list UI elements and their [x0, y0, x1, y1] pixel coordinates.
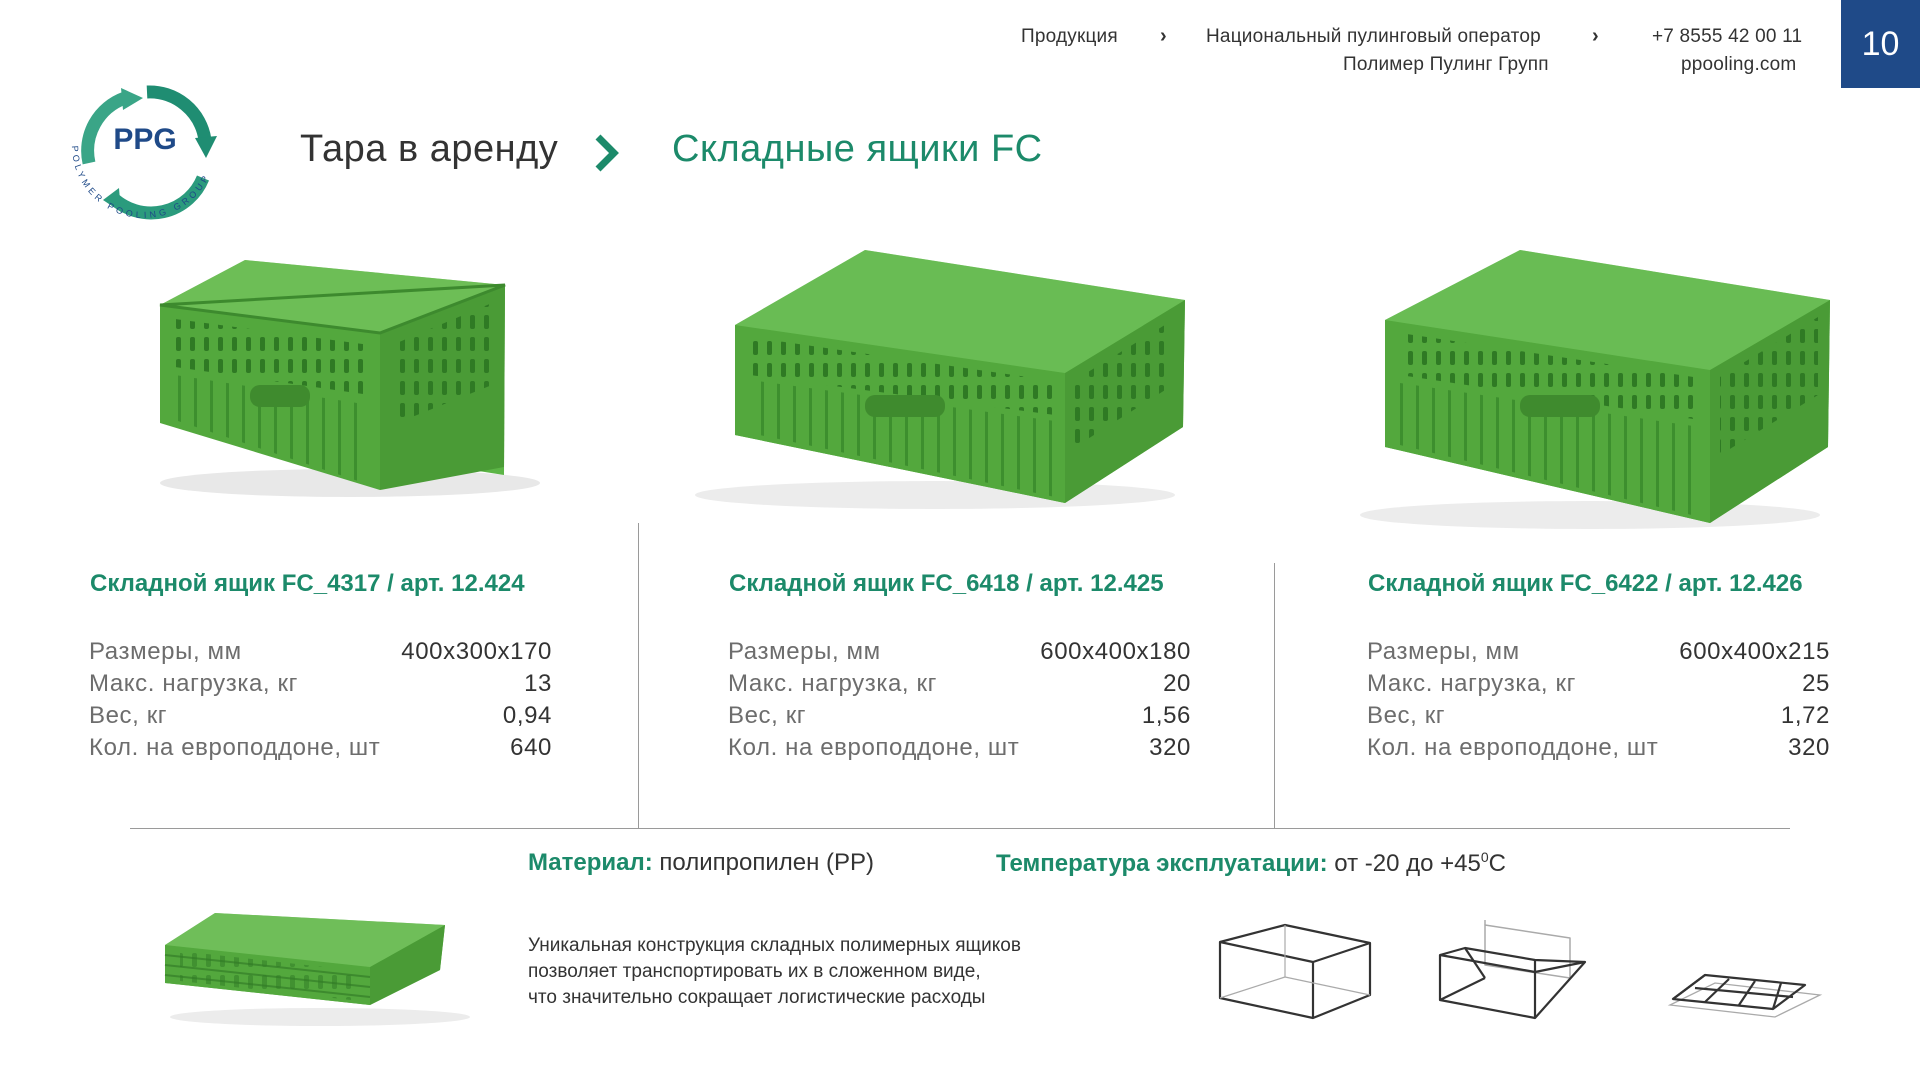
page-number: 10 — [1841, 0, 1920, 88]
spec-row — [89, 638, 552, 666]
spec-label: Размеры, мм — [89, 638, 242, 665]
chevron-right-icon: › — [1592, 25, 1599, 47]
spec-row — [728, 670, 1191, 698]
box-folded-diagram — [1665, 955, 1825, 1025]
spec-row — [1367, 670, 1830, 698]
spec-value: 400x300x170 — [401, 638, 552, 665]
crate-image-fc6422 — [1320, 215, 1840, 535]
spec-label: Вес, кг — [89, 702, 168, 729]
spec-row — [1367, 734, 1830, 762]
spec-label: Вес, кг — [728, 702, 807, 729]
nav-operator[interactable]: Национальный пулинговый оператор — [1206, 26, 1541, 47]
spec-value: 1,72 — [1780, 702, 1830, 729]
company-logo — [55, 68, 235, 238]
box-folding-diagram — [1435, 920, 1595, 1030]
logo-text: PPG — [113, 123, 177, 156]
temperature-value: от -20 до +45 — [1334, 850, 1481, 877]
material-value: полипропилен (PP) — [659, 849, 874, 876]
description-line: позволяет транспортировать их в сложенном виде, — [528, 961, 981, 982]
chevron-right-icon: › — [1160, 25, 1167, 47]
crate-image-fc6418 — [665, 205, 1195, 515]
spec-label: Макс. нагрузка, кг — [89, 670, 298, 697]
spec-label: Размеры, мм — [1367, 638, 1520, 665]
spec-value: 13 — [524, 670, 552, 697]
product-card-fc6418 — [728, 570, 1198, 770]
spec-value: 320 — [1788, 734, 1830, 761]
spec-label: Макс. нагрузка, кг — [1367, 670, 1576, 697]
temperature-info — [996, 849, 1506, 878]
material-label: Материал: — [528, 849, 653, 876]
temperature-unit: С — [1488, 850, 1507, 877]
breadcrumb-main[interactable]: Тара в аренду — [300, 128, 559, 170]
box-open-diagram — [1215, 915, 1375, 1025]
spec-label: Кол. на европоддоне, шт — [89, 734, 381, 761]
spec-value: 0,94 — [502, 702, 552, 729]
spec-row — [89, 702, 552, 730]
description-line: Уникальная конструкция складных полимерных ящиков — [528, 935, 1021, 956]
nav-company: Полимер Пулинг Групп — [1343, 54, 1549, 75]
spec-label: Макс. нагрузка, кг — [728, 670, 937, 697]
spec-label: Кол. на европоддоне, шт — [728, 734, 1020, 761]
product-title: Складной ящик FC_6422 / арт. 12.426 — [1368, 570, 1803, 597]
spec-label: Вес, кг — [1367, 702, 1446, 729]
spec-value: 600x400x180 — [1040, 638, 1191, 665]
breadcrumb-current: Складные ящики FC — [672, 128, 1043, 170]
product-card-fc6422 — [1367, 570, 1837, 770]
material-info — [528, 849, 874, 877]
spec-row — [1367, 702, 1830, 730]
divider-horizontal — [130, 828, 1790, 829]
spec-row — [728, 702, 1191, 730]
logo-ring-text: POLYMER POOLING GROUP — [69, 145, 212, 221]
spec-value: 640 — [510, 734, 552, 761]
spec-row — [728, 734, 1191, 762]
spec-value: 25 — [1802, 670, 1830, 697]
crate-image-fc4317 — [130, 245, 550, 505]
divider-vertical — [638, 523, 639, 828]
spec-row — [728, 638, 1191, 666]
spec-value: 600x400x215 — [1679, 638, 1830, 665]
phone-link[interactable]: +7 8555 42 00 11 — [1652, 26, 1803, 47]
folded-crates-image — [160, 905, 480, 1030]
spec-value: 320 — [1149, 734, 1191, 761]
description-text — [528, 933, 1021, 1011]
spec-row — [89, 670, 552, 698]
degree-sign: 0 — [1480, 849, 1489, 865]
nav-products[interactable]: Продукция — [1021, 26, 1118, 47]
website-link[interactable]: ppooling.com — [1681, 54, 1797, 75]
product-title: Складной ящик FC_4317 / арт. 12.424 — [90, 570, 525, 597]
temperature-label: Температура эксплуатации: — [996, 850, 1328, 877]
spec-value: 1,56 — [1141, 702, 1191, 729]
spec-label: Размеры, мм — [728, 638, 881, 665]
spec-row — [89, 734, 552, 762]
spec-value: 20 — [1163, 670, 1191, 697]
divider-vertical — [1274, 563, 1275, 828]
product-title: Складной ящик FC_6418 / арт. 12.425 — [729, 570, 1164, 597]
chevron-right-icon — [592, 133, 622, 173]
product-card-fc4317 — [89, 570, 559, 770]
spec-row — [1367, 638, 1830, 666]
spec-label: Кол. на европоддоне, шт — [1367, 734, 1659, 761]
description-line: что значительно сокращает логистические расходы — [528, 987, 986, 1008]
